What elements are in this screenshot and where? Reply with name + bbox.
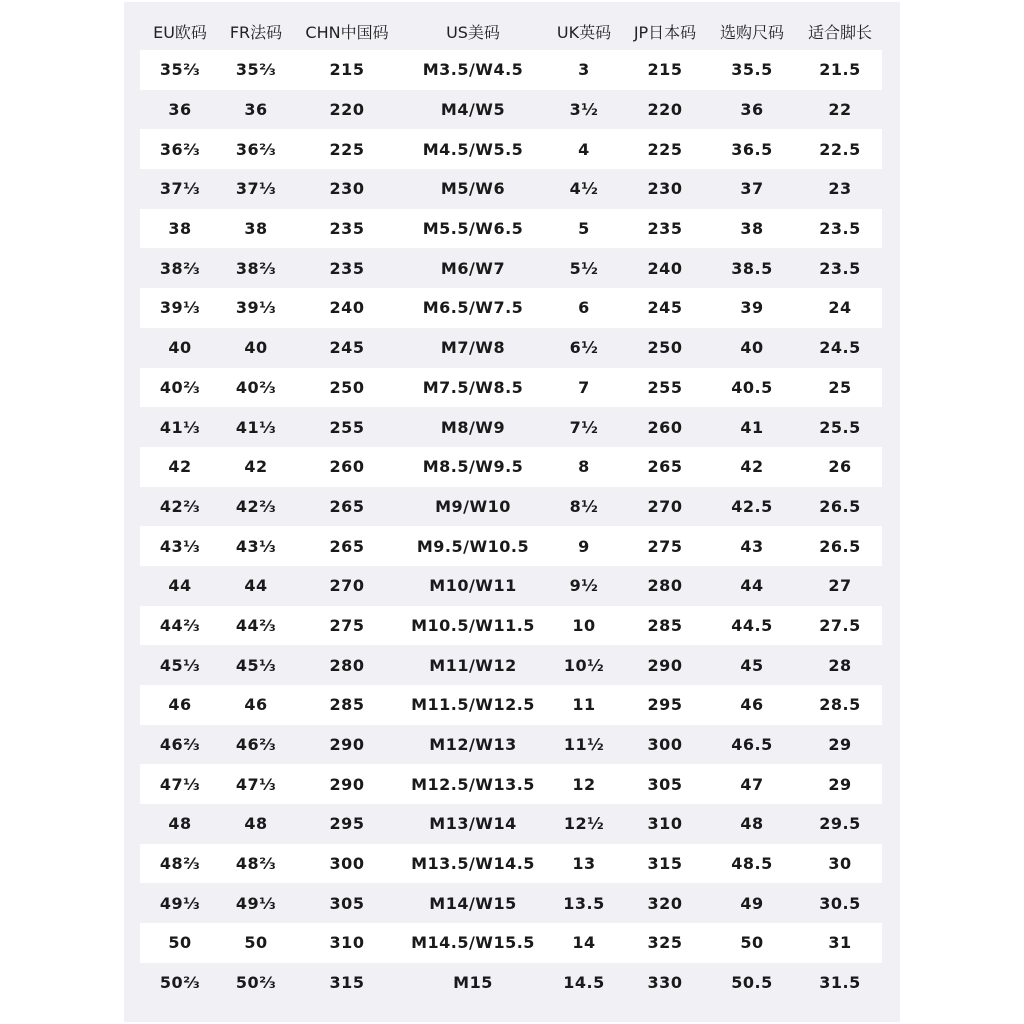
us-size-cell: M7/W8 (402, 328, 544, 368)
chn-size-cell: 265 (292, 487, 402, 527)
table-row (140, 844, 882, 884)
uk-size-cell: 7½ (544, 407, 624, 447)
foot-length-cell: 28.5 (798, 685, 882, 725)
chn-size-cell: 305 (292, 883, 402, 923)
table-row (140, 90, 882, 130)
fr-size-cell: 36⅔ (220, 129, 292, 169)
table-row (140, 963, 882, 1003)
us-size-cell: M5.5/W6.5 (402, 209, 544, 249)
eu-size-cell: 46⅔ (140, 725, 220, 765)
recommended-size-cell: 38 (706, 209, 798, 249)
table-row (140, 685, 882, 725)
us-size-cell: M14.5/W15.5 (402, 923, 544, 963)
recommended-size-cell: 40.5 (706, 368, 798, 408)
us-size-cell: M7.5/W8.5 (402, 368, 544, 408)
eu-size-cell: 41⅓ (140, 407, 220, 447)
table-row (140, 328, 882, 368)
header-jp: JP日本码 (633, 22, 697, 42)
fr-size-cell: 39⅓ (220, 288, 292, 328)
foot-length-cell: 31.5 (798, 963, 882, 1003)
us-size-cell: M14/W15 (402, 883, 544, 923)
fr-size-cell: 46 (220, 685, 292, 725)
recommended-size-cell: 41 (706, 407, 798, 447)
fr-size-cell: 49⅓ (220, 883, 292, 923)
us-size-cell: M4/W5 (402, 90, 544, 130)
chn-size-cell: 290 (292, 764, 402, 804)
recommended-size-cell: 48.5 (706, 844, 798, 884)
jp-size-cell: 220 (624, 90, 706, 130)
uk-size-cell: 11½ (544, 725, 624, 765)
uk-size-cell: 3½ (544, 90, 624, 130)
fr-size-cell: 37⅓ (220, 169, 292, 209)
table-row (140, 248, 882, 288)
chn-size-cell: 220 (292, 90, 402, 130)
fr-size-cell: 42⅔ (220, 487, 292, 527)
chn-size-cell: 270 (292, 566, 402, 606)
table-row (140, 804, 882, 844)
table-row (140, 129, 882, 169)
recommended-size-cell: 48 (706, 804, 798, 844)
eu-size-cell: 38 (140, 209, 220, 249)
chn-size-cell: 215 (292, 50, 402, 90)
foot-length-cell: 29.5 (798, 804, 882, 844)
foot-length-cell: 23 (798, 169, 882, 209)
chn-size-cell: 290 (292, 725, 402, 765)
us-size-cell: M13/W14 (402, 804, 544, 844)
fr-size-cell: 46⅔ (220, 725, 292, 765)
foot-length-cell: 30.5 (798, 883, 882, 923)
header-uk: UK英码 (556, 22, 612, 42)
eu-size-cell: 47⅓ (140, 764, 220, 804)
header-recommended: 选购尺码 (719, 22, 784, 42)
chn-size-cell: 315 (292, 963, 402, 1003)
foot-length-cell: 27.5 (798, 606, 882, 646)
table-row (140, 764, 882, 804)
uk-size-cell: 3 (544, 50, 624, 90)
jp-size-cell: 255 (624, 368, 706, 408)
eu-size-cell: 36 (140, 90, 220, 130)
eu-size-cell: 40 (140, 328, 220, 368)
us-size-cell: M8/W9 (402, 407, 544, 447)
fr-size-cell: 50 (220, 923, 292, 963)
uk-size-cell: 12½ (544, 804, 624, 844)
chn-size-cell: 300 (292, 844, 402, 884)
us-size-cell: M15 (402, 963, 544, 1003)
eu-size-cell: 44⅔ (140, 606, 220, 646)
fr-size-cell: 40 (220, 328, 292, 368)
uk-size-cell: 9 (544, 526, 624, 566)
eu-size-cell: 36⅔ (140, 129, 220, 169)
uk-size-cell: 5 (544, 209, 624, 249)
uk-size-cell: 7 (544, 368, 624, 408)
us-size-cell: M12.5/W13.5 (402, 764, 544, 804)
table-row (140, 368, 882, 408)
table-row (140, 566, 882, 606)
fr-size-cell: 45⅓ (220, 645, 292, 685)
recommended-size-cell: 44 (706, 566, 798, 606)
chn-size-cell: 260 (292, 447, 402, 487)
uk-size-cell: 8 (544, 447, 624, 487)
us-size-cell: M5/W6 (402, 169, 544, 209)
eu-size-cell: 35⅔ (140, 50, 220, 90)
foot-length-cell: 22 (798, 90, 882, 130)
foot-length-cell: 23.5 (798, 248, 882, 288)
chn-size-cell: 235 (292, 209, 402, 249)
header-row (140, 12, 882, 50)
uk-size-cell: 8½ (544, 487, 624, 527)
jp-size-cell: 240 (624, 248, 706, 288)
header-chn: CHN中国码 (305, 22, 389, 42)
eu-size-cell: 42⅔ (140, 487, 220, 527)
recommended-size-cell: 49 (706, 883, 798, 923)
recommended-size-cell: 44.5 (706, 606, 798, 646)
eu-size-cell: 40⅔ (140, 368, 220, 408)
eu-size-cell: 49⅓ (140, 883, 220, 923)
foot-length-cell: 25.5 (798, 407, 882, 447)
jp-size-cell: 330 (624, 963, 706, 1003)
recommended-size-cell: 42.5 (706, 487, 798, 527)
foot-length-cell: 26.5 (798, 526, 882, 566)
jp-size-cell: 325 (624, 923, 706, 963)
eu-size-cell: 48 (140, 804, 220, 844)
jp-size-cell: 320 (624, 883, 706, 923)
uk-size-cell: 13.5 (544, 883, 624, 923)
chn-size-cell: 235 (292, 248, 402, 288)
eu-size-cell: 38⅔ (140, 248, 220, 288)
eu-size-cell: 39⅓ (140, 288, 220, 328)
table-row (140, 645, 882, 685)
foot-length-cell: 23.5 (798, 209, 882, 249)
recommended-size-cell: 37 (706, 169, 798, 209)
foot-length-cell: 22.5 (798, 129, 882, 169)
table-row (140, 526, 882, 566)
chn-size-cell: 280 (292, 645, 402, 685)
uk-size-cell: 9½ (544, 566, 624, 606)
table-row (140, 50, 882, 90)
jp-size-cell: 280 (624, 566, 706, 606)
chn-size-cell: 275 (292, 606, 402, 646)
us-size-cell: M12/W13 (402, 725, 544, 765)
uk-size-cell: 14 (544, 923, 624, 963)
table-row (140, 883, 882, 923)
us-size-cell: M3.5/W4.5 (402, 50, 544, 90)
chn-size-cell: 240 (292, 288, 402, 328)
chn-size-cell: 230 (292, 169, 402, 209)
recommended-size-cell: 46 (706, 685, 798, 725)
table-row (140, 606, 882, 646)
table-row (140, 487, 882, 527)
jp-size-cell: 305 (624, 764, 706, 804)
table-row (140, 169, 882, 209)
eu-size-cell: 37⅓ (140, 169, 220, 209)
size-chart-table (140, 12, 882, 1003)
fr-size-cell: 50⅔ (220, 963, 292, 1003)
jp-size-cell: 225 (624, 129, 706, 169)
us-size-cell: M8.5/W9.5 (402, 447, 544, 487)
jp-size-cell: 300 (624, 725, 706, 765)
fr-size-cell: 38 (220, 209, 292, 249)
foot-length-cell: 25 (798, 368, 882, 408)
foot-length-cell: 27 (798, 566, 882, 606)
chn-size-cell: 310 (292, 923, 402, 963)
recommended-size-cell: 36 (706, 90, 798, 130)
us-size-cell: M4.5/W5.5 (402, 129, 544, 169)
chn-size-cell: 250 (292, 368, 402, 408)
eu-size-cell: 46 (140, 685, 220, 725)
uk-size-cell: 6 (544, 288, 624, 328)
jp-size-cell: 275 (624, 526, 706, 566)
jp-size-cell: 310 (624, 804, 706, 844)
uk-size-cell: 10 (544, 606, 624, 646)
jp-size-cell: 235 (624, 209, 706, 249)
chn-size-cell: 265 (292, 526, 402, 566)
jp-size-cell: 315 (624, 844, 706, 884)
uk-size-cell: 5½ (544, 248, 624, 288)
jp-size-cell: 295 (624, 685, 706, 725)
table-row (140, 209, 882, 249)
foot-length-cell: 26.5 (798, 487, 882, 527)
uk-size-cell: 11 (544, 685, 624, 725)
us-size-cell: M9.5/W10.5 (402, 526, 544, 566)
foot-length-cell: 21.5 (798, 50, 882, 90)
uk-size-cell: 14.5 (544, 963, 624, 1003)
fr-size-cell: 44 (220, 566, 292, 606)
recommended-size-cell: 36.5 (706, 129, 798, 169)
chn-size-cell: 245 (292, 328, 402, 368)
fr-size-cell: 47⅓ (220, 764, 292, 804)
foot-length-cell: 29 (798, 725, 882, 765)
fr-size-cell: 43⅓ (220, 526, 292, 566)
us-size-cell: M10.5/W11.5 (402, 606, 544, 646)
recommended-size-cell: 40 (706, 328, 798, 368)
foot-length-cell: 30 (798, 844, 882, 884)
chn-size-cell: 295 (292, 804, 402, 844)
jp-size-cell: 250 (624, 328, 706, 368)
recommended-size-cell: 43 (706, 526, 798, 566)
jp-size-cell: 265 (624, 447, 706, 487)
fr-size-cell: 41⅓ (220, 407, 292, 447)
fr-size-cell: 35⅔ (220, 50, 292, 90)
table-row (140, 288, 882, 328)
header-foot-length: 适合脚长 (807, 22, 872, 42)
fr-size-cell: 48⅔ (220, 844, 292, 884)
foot-length-cell: 24 (798, 288, 882, 328)
fr-size-cell: 38⅔ (220, 248, 292, 288)
eu-size-cell: 44 (140, 566, 220, 606)
header-us: US美码 (446, 22, 500, 42)
chn-size-cell: 255 (292, 407, 402, 447)
foot-length-cell: 29 (798, 764, 882, 804)
jp-size-cell: 290 (624, 645, 706, 685)
uk-size-cell: 4 (544, 129, 624, 169)
foot-length-cell: 31 (798, 923, 882, 963)
table-row (140, 923, 882, 963)
recommended-size-cell: 50 (706, 923, 798, 963)
us-size-cell: M6.5/W7.5 (402, 288, 544, 328)
eu-size-cell: 50⅔ (140, 963, 220, 1003)
jp-size-cell: 215 (624, 50, 706, 90)
chn-size-cell: 285 (292, 685, 402, 725)
recommended-size-cell: 35.5 (706, 50, 798, 90)
us-size-cell: M6/W7 (402, 248, 544, 288)
recommended-size-cell: 38.5 (706, 248, 798, 288)
recommended-size-cell: 42 (706, 447, 798, 487)
foot-length-cell: 24.5 (798, 328, 882, 368)
us-size-cell: M9/W10 (402, 487, 544, 527)
us-size-cell: M11/W12 (402, 645, 544, 685)
uk-size-cell: 10½ (544, 645, 624, 685)
foot-length-cell: 26 (798, 447, 882, 487)
recommended-size-cell: 47 (706, 764, 798, 804)
recommended-size-cell: 39 (706, 288, 798, 328)
chn-size-cell: 225 (292, 129, 402, 169)
recommended-size-cell: 45 (706, 645, 798, 685)
recommended-size-cell: 50.5 (706, 963, 798, 1003)
eu-size-cell: 42 (140, 447, 220, 487)
fr-size-cell: 48 (220, 804, 292, 844)
us-size-cell: M10/W11 (402, 566, 544, 606)
uk-size-cell: 13 (544, 844, 624, 884)
table-row (140, 725, 882, 765)
eu-size-cell: 45⅓ (140, 645, 220, 685)
header-fr: FR法码 (229, 22, 283, 42)
uk-size-cell: 4½ (544, 169, 624, 209)
table-body (140, 50, 882, 1003)
table-row (140, 407, 882, 447)
fr-size-cell: 44⅔ (220, 606, 292, 646)
table-row (140, 447, 882, 487)
fr-size-cell: 40⅔ (220, 368, 292, 408)
jp-size-cell: 270 (624, 487, 706, 527)
fr-size-cell: 42 (220, 447, 292, 487)
recommended-size-cell: 46.5 (706, 725, 798, 765)
header-eu: EU欧码 (153, 22, 207, 42)
fr-size-cell: 36 (220, 90, 292, 130)
eu-size-cell: 48⅔ (140, 844, 220, 884)
jp-size-cell: 260 (624, 407, 706, 447)
us-size-cell: M11.5/W12.5 (402, 685, 544, 725)
us-size-cell: M13.5/W14.5 (402, 844, 544, 884)
eu-size-cell: 50 (140, 923, 220, 963)
jp-size-cell: 285 (624, 606, 706, 646)
jp-size-cell: 230 (624, 169, 706, 209)
uk-size-cell: 12 (544, 764, 624, 804)
jp-size-cell: 245 (624, 288, 706, 328)
eu-size-cell: 43⅓ (140, 526, 220, 566)
uk-size-cell: 6½ (544, 328, 624, 368)
foot-length-cell: 28 (798, 645, 882, 685)
